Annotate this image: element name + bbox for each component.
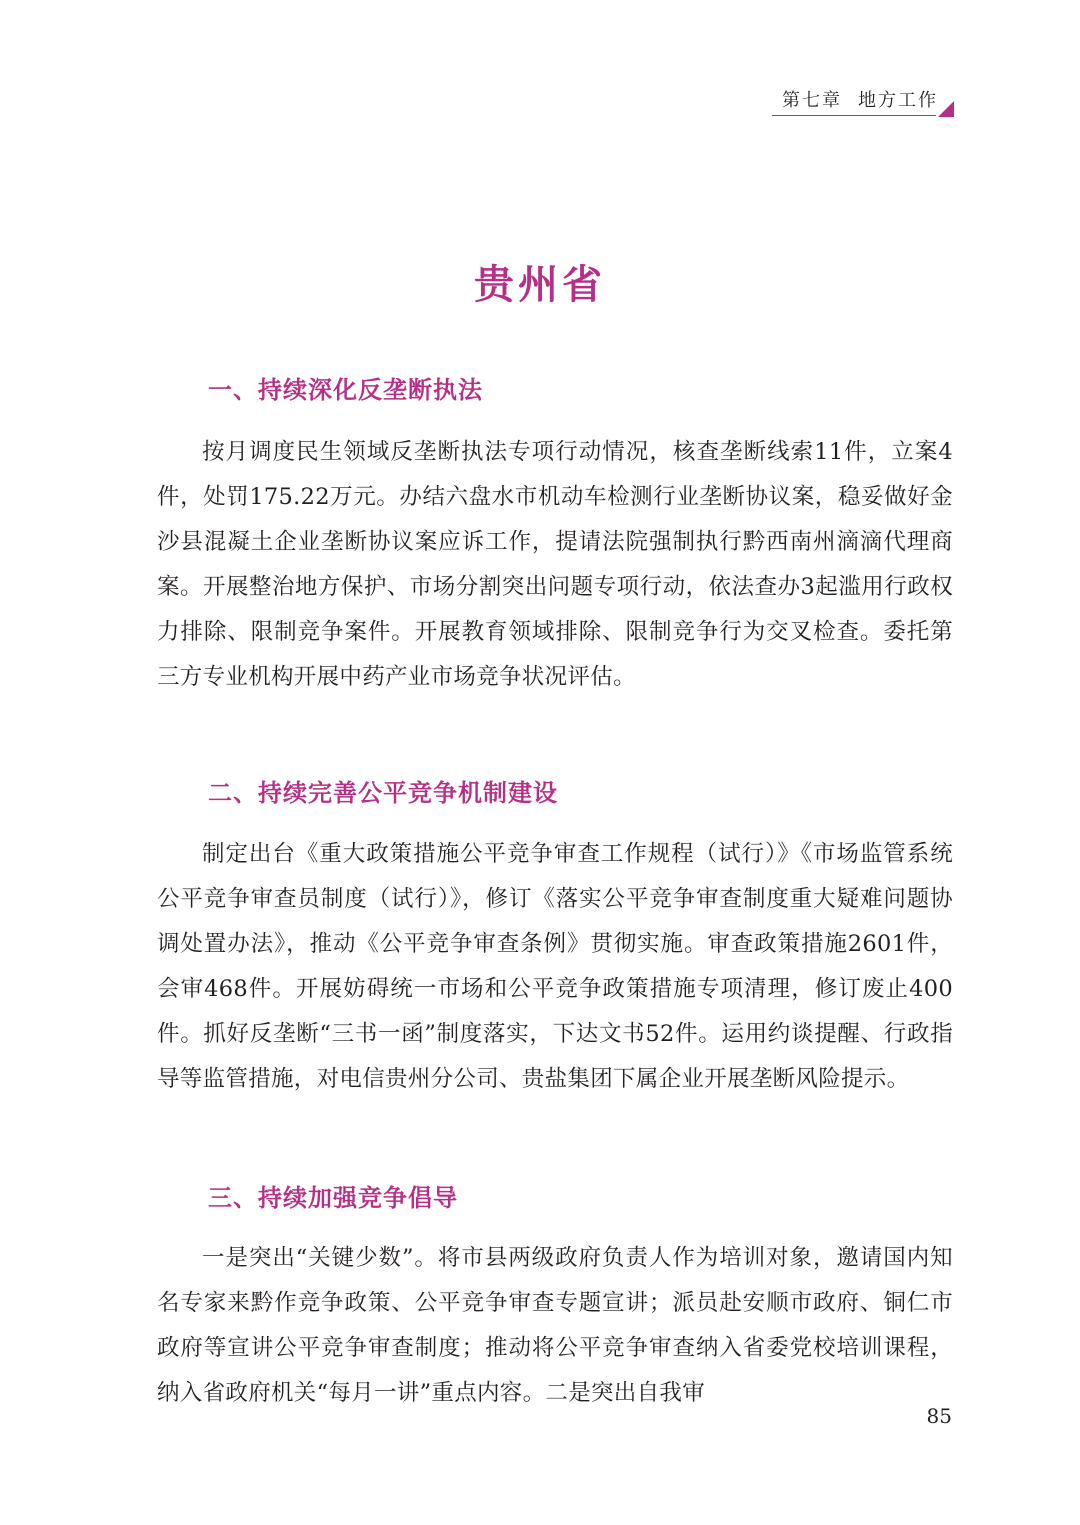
section-heading-3: 三、持续加强竞争倡导 bbox=[208, 1183, 458, 1212]
section-paragraph-1: 按月调度民生领域反垄断执法专项行动情况，核查垄断线索11件，立案4件，处罚175.22万元。办结六盘水市机动车检测行业垄断协议案，稳妥做好金沙县混凝土企业垄断协议案应诉工作，提请法院强制执行黔西南州滴滴代理商案。开展整治地方保护、市场分割突出问题专项行动，依法查办3起滥用行政权力排除、限制竞争案件。开展教育领域排除、限制竞争行为交叉检查。委托第三方专业机构开展中药产业市场竞争状况评估。 bbox=[157, 439, 953, 690]
chapter-label: 第七章 bbox=[782, 90, 842, 111]
section-heading-2: 二、持续完善公平竞争机制建设 bbox=[208, 778, 558, 807]
corner-triangle-icon bbox=[938, 101, 954, 117]
header-rule bbox=[772, 115, 936, 116]
section-heading-1: 一、持续深化反垄断执法 bbox=[208, 375, 483, 404]
section-paragraph-3: 一是突出“关键少数”。将市县两级政府负责人作为培训对象，邀请国内知名专家来黔作竞争政策、公平竞争审查专题宣讲；派员赴安顺市政府、铜仁市政府等宣讲公平竞争审查制度；推动将公平竞争审查纳入省委党校培训课程，纳入省政府机关“每月一讲”重点内容。二是突出自我审 bbox=[157, 1245, 953, 1406]
section-paragraph-2: 制定出台《重大政策措施公平竞争审查工作规程（试行）》《市场监管系统公平竞争审查员制度（试行）》，修订《落实公平竞争审查制度重大疑难问题协调处置办法》，推动《公平竞争审查条例》贯彻实施。审查政策措施2601件，会审468件。开展妨碍统一市场和公平竞争政策措施专项清理，修订废止400件。抓好反垄断“三书一函”制度落实，下达文书52件。运用约谈提醒、行政指导等监管措施，对电信贵州分公司、贵盐集团下属企业开展垄断风险提示。 bbox=[157, 841, 953, 1092]
chapter-section-label: 地方工作 bbox=[858, 90, 938, 111]
page-number: 85 bbox=[926, 1404, 952, 1428]
running-header bbox=[782, 86, 938, 112]
page-title: 贵州省 bbox=[474, 262, 606, 308]
